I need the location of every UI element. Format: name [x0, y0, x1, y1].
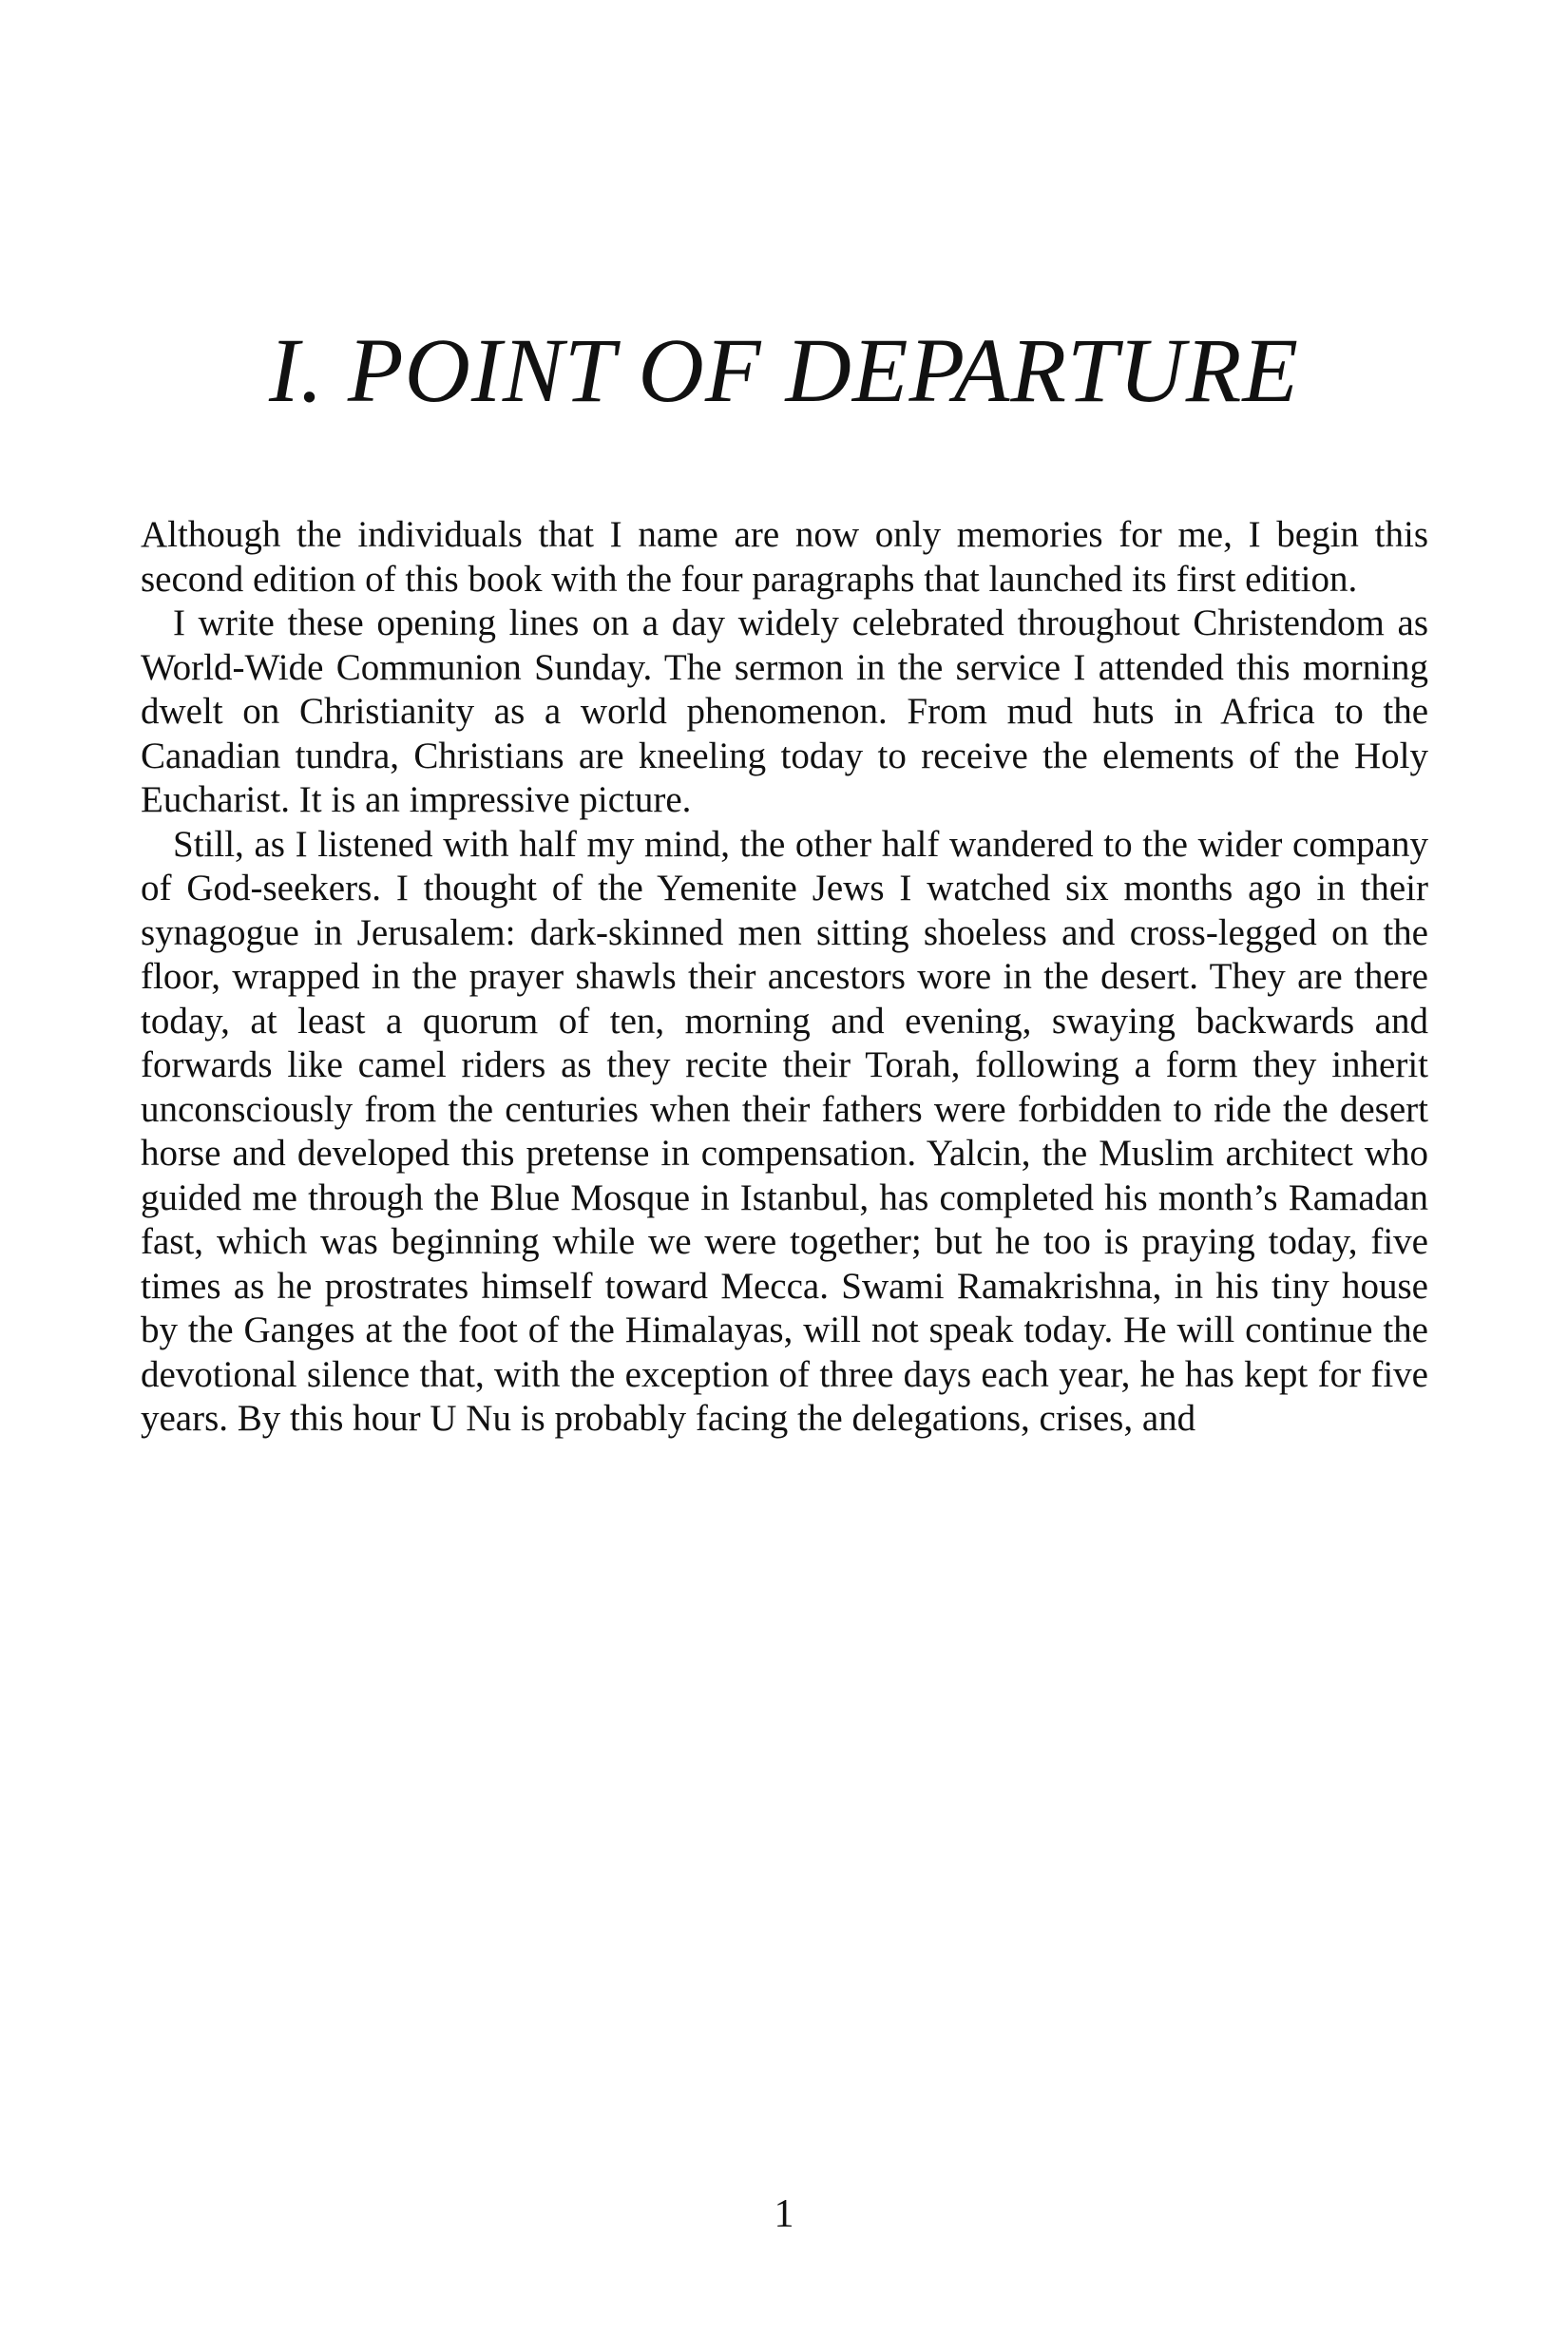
paragraph-1: Although the individuals that I name are now only memories for me, I begin this second edition of this book with the four paragraphs that launched its first edition.: [141, 514, 1428, 600]
paragraph-2: I write these opening lines on a day widely celebrated throughout Christendom as World-Wide Communion Sunday. The sermon in the service I attended this morning dwelt on Christianity as a world phenomenon. From mud huts in Africa to the Canadian tundra, Christians are kneeling today to receive the elements of the Holy Eucharist. It is an impressive picture.: [141, 602, 1428, 820]
body-text: [141, 513, 1428, 1442]
chapter-title: I. POINT OF DEPARTURE: [268, 319, 1300, 421]
page-number: 1: [774, 2192, 794, 2236]
paragraph-3: Still, as I listened with half my mind, the other half wandered to the wider company of God-seekers. I thought of the Yemenite Jews I watched six months ago in their synagogue in Jerusalem: dark-skinned men sitting shoeless and cross-legged on the floor, wrapped in the prayer shawls their ancestors wore in the desert. They are there today, at least a quorum of ten, morning and evening, swaying backwards and forwards like camel riders as they recite their Torah, following a form they inherit unconsciously from the centuries when their fathers were forbidden to ride the desert horse and developed this pretense in compensation. Yalcin, the Muslim architect who guided me through the Blue Mosque in Istanbul, has completed his month’s Ramadan fast, which was beginning while we were together; but he too is praying today, five times as he prostrates himself toward Mecca. Swami Ramakrishna, in his tiny house by the Ganges at the foot of the Himalayas, will not speak today. He will continue the devotional silence that, with the exception of three days each year, he has kept for five years. By this hour U Nu is probably facing the delegations, crises, and: [141, 823, 1428, 1439]
